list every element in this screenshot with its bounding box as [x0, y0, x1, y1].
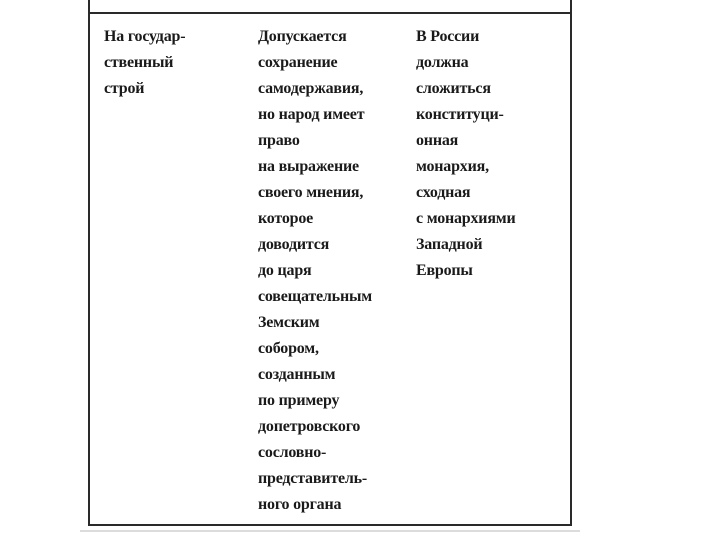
bottom-edge-strip	[80, 530, 580, 532]
cell-line: право	[258, 132, 300, 149]
cell-line: сложиться	[416, 80, 491, 97]
cell-line: допетровского	[258, 418, 361, 435]
cell-topic	[104, 24, 244, 102]
cell-line: самодержавия,	[258, 80, 364, 97]
cell-line: созданным	[258, 366, 336, 383]
cell-line: по примеру	[258, 392, 340, 409]
cell-russia	[416, 24, 566, 284]
cell-line: конституци-	[416, 106, 504, 123]
cell-line: на выражение	[258, 158, 359, 175]
cell-line: совещательным	[258, 288, 372, 305]
cell-line: сходная	[416, 184, 471, 201]
cell-line: должна	[416, 54, 469, 71]
cell-line: собором,	[258, 340, 319, 357]
cell-view	[258, 24, 408, 518]
cell-line: которое	[258, 210, 314, 227]
cell-line: Европы	[416, 262, 473, 279]
cell-line: с монархиями	[416, 210, 516, 227]
cell-line: В России	[416, 28, 480, 45]
cell-line: ственный	[104, 54, 174, 71]
cell-line: до царя	[258, 262, 312, 279]
cell-line: сословно-	[258, 444, 327, 461]
cell-line: онная	[416, 132, 459, 149]
cell-line: представитель-	[258, 470, 368, 487]
table-fragment	[88, 0, 572, 526]
cell-line: но народ имеет	[258, 106, 365, 123]
cell-line: монархия,	[416, 158, 489, 175]
cell-line: Западной	[416, 236, 483, 253]
cell-line: строй	[104, 80, 145, 97]
cell-line: ного органа	[258, 496, 342, 513]
cell-line: Земским	[258, 314, 320, 331]
cell-line: своего мнения,	[258, 184, 364, 201]
cell-line: доводится	[258, 236, 330, 253]
table-top-rule	[90, 12, 570, 14]
cell-line: На государ-	[104, 28, 186, 45]
cell-line: Допускается	[258, 28, 347, 45]
cell-line: сохранение	[258, 54, 338, 71]
